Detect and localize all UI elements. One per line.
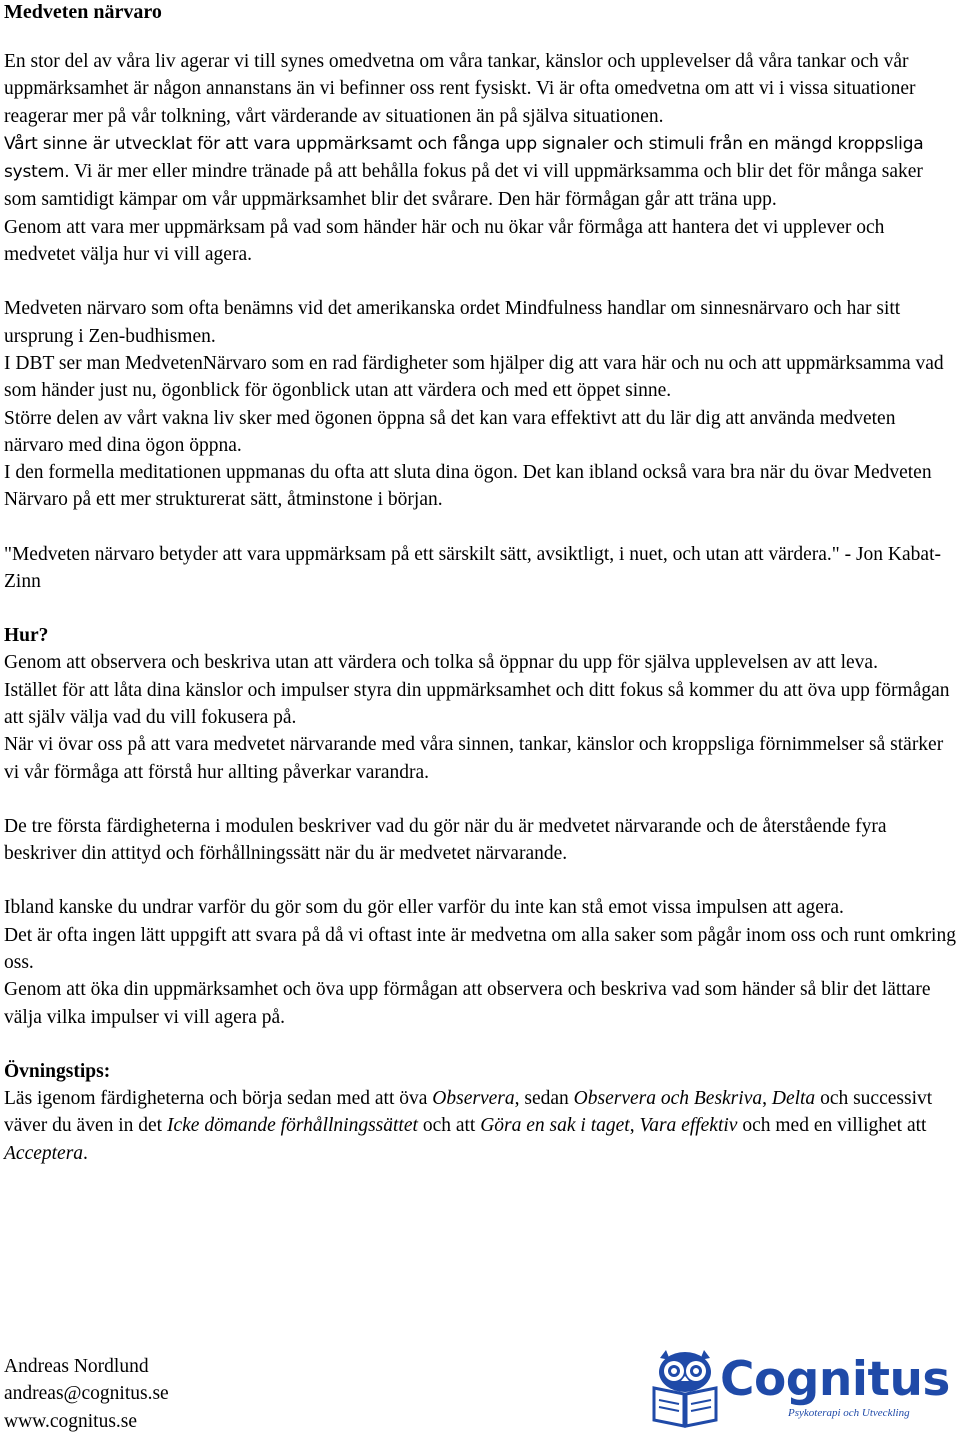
logo-tagline: Psykoterapi och Utveckling: [788, 1407, 910, 1419]
tips-text-6: ,: [629, 1115, 640, 1137]
tips-paragraph: [4, 1085, 956, 1167]
tips-skill-icke-domande: Icke dömande förhållningssättet: [166, 1115, 418, 1137]
impulses-paragraph-1: Ibland kanske du undrar varför du gör som du gör eller varför du inte kan stå emot vissa impulsen att agera.: [4, 897, 844, 919]
impulses-paragraph-2: Det är ofta ingen lätt uppgift att svara på då vi oftast inte är medvetna om alla saker som pågår inom oss och runt omkring oss.: [4, 924, 956, 974]
tips-text-1: Läs igenom färdigheterna och börja sedan med att öva: [4, 1087, 433, 1109]
impulses-paragraph-3: Genom att öka din uppmärksamhet och öva upp förmågan att observera och beskriva vad som händer så blir det lättare välja vilka impulser vi vill agera på.: [4, 979, 931, 1028]
mindfulness-paragraph-2: I DBT ser man MedvetenNärvaro som en rad färdigheter som hjälper dig att vara här och nu och att uppmärksamma vad som händer just nu, ögonblick för ögonblick utan att värdera och med ett öppet sinne.: [4, 352, 944, 402]
intro-sans-text: Vårt sinne är utvecklat för att vara uppmärksamt och fånga upp signaler och stimuli från en mängd kroppsliga system.: [4, 133, 924, 183]
intro-serif-text: Vi är mer eller mindre tränade på att behålla fokus på det vi vill uppmärksamma och blir det för många saker som samtidigt kämpar om vår uppmärksamhet blir det svårare. Den här förmågan går att träna upp.: [4, 161, 923, 211]
tips-text-7: och med en villighet att: [737, 1115, 927, 1137]
tips-skill-delta: Delta: [771, 1087, 816, 1109]
author-website[interactable]: www.cognitus.se: [4, 1410, 138, 1432]
tips-text-5: och att: [417, 1115, 481, 1137]
page-title: Medveten närvaro: [4, 1, 162, 23]
mindfulness-paragraph-3: Större delen av vårt vakna liv sker med ögonen öppna så det kan vara effektivt att du lär dig att använda medveten närvaro med dina ögon öppna.: [4, 407, 896, 456]
tips-skill-acceptera: Acceptera: [4, 1142, 84, 1164]
tips-text-8: .: [83, 1142, 88, 1164]
tips-skill-vara-effektiv: Vara effektiv: [639, 1115, 738, 1137]
tips-text-3: ,: [762, 1087, 772, 1109]
intro-paragraph-1: En stor del av våra liv agerar vi till synes omedvetna om våra tankar, känslor och upplevelser då våra tankar och vår uppmärksamhet är någon annanstans än vi befinner oss rent fysiskt. Vi är ofta omedvetna om att vi i vissa situationer reagerar mer på vår tolkning, vårt värderande av situationen än på själva situationen.: [4, 51, 916, 127]
modules-paragraph: De tre första färdigheterna i modulen beskriver vad du gör när du är medvetet närvarande och de återstående fyra beskriver din attityd och förhållningssätt när du är medvetet närvarande.: [4, 815, 887, 865]
owl-book-icon: [648, 1350, 722, 1428]
tips-skill-observera-beskriva: Observera och Beskriva: [573, 1087, 763, 1109]
intro-paragraph-2: [4, 130, 956, 214]
author-name: Andreas Nordlund: [4, 1356, 149, 1377]
hur-paragraph-2: Istället för att låta dina känslor och impulser styra din uppmärksamhet och ditt fokus så kommer du att öva upp förmågan att själv välja vad du vill fokusera på.: [4, 679, 950, 728]
section-heading-hur: Hur?: [4, 625, 49, 647]
tips-skill-observera: Observera: [432, 1087, 515, 1109]
mindfulness-paragraph-1: Medveten närvaro som ofta benämns vid det amerikanska ordet Mindfulness handlar om sinnesnärvaro och har sitt ursprung i Zen-budhismen.: [4, 298, 901, 347]
tips-text-2: , sedan: [514, 1087, 574, 1109]
mindfulness-paragraph-4: I den formella meditationen uppmanas du ofta att sluta dina ögon. Det kan ibland också vara bra när du övar Medveten Närvaro på ett mer strukturerat sätt, åtminstone i början.: [4, 462, 932, 511]
document-body: [4, 0, 956, 1167]
author-footer: [4, 1353, 169, 1435]
logo-wordmark: Cognitus: [720, 1352, 950, 1407]
tips-text-4: och successivt väver du även in det: [4, 1087, 933, 1137]
hur-paragraph-3: När vi övar oss på att vara medvetet närvarande med våra sinnen, tankar, känslor och kroppsliga förnimmelser så stärker vi vår förmåga att förstå hur allting påverkar varandra.: [4, 734, 944, 783]
intro-paragraph-3: Genom att vara mer uppmärksam på vad som händer här och nu ökar vår förmåga att hantera det vi upplever och medvetet välja hur vi vill agera.: [4, 216, 885, 266]
quote: "Medveten närvaro betyder att vara uppmärksam på ett särskilt sätt, avsiktligt, i nuet, och utan att värdera." - Jon Kabat-Zinn: [4, 543, 941, 593]
hur-paragraph-1: Genom att observera och beskriva utan att värdera och tolka så öppnar du upp för själva upplevelsen av att leva.: [4, 652, 878, 674]
author-email[interactable]: andreas@cognitus.se: [4, 1383, 169, 1405]
cognitus-logo: [648, 1350, 954, 1428]
tips-skill-gora-en-sak: Göra en sak i taget: [480, 1115, 630, 1137]
section-heading-tips: Övningstips:: [4, 1060, 111, 1082]
